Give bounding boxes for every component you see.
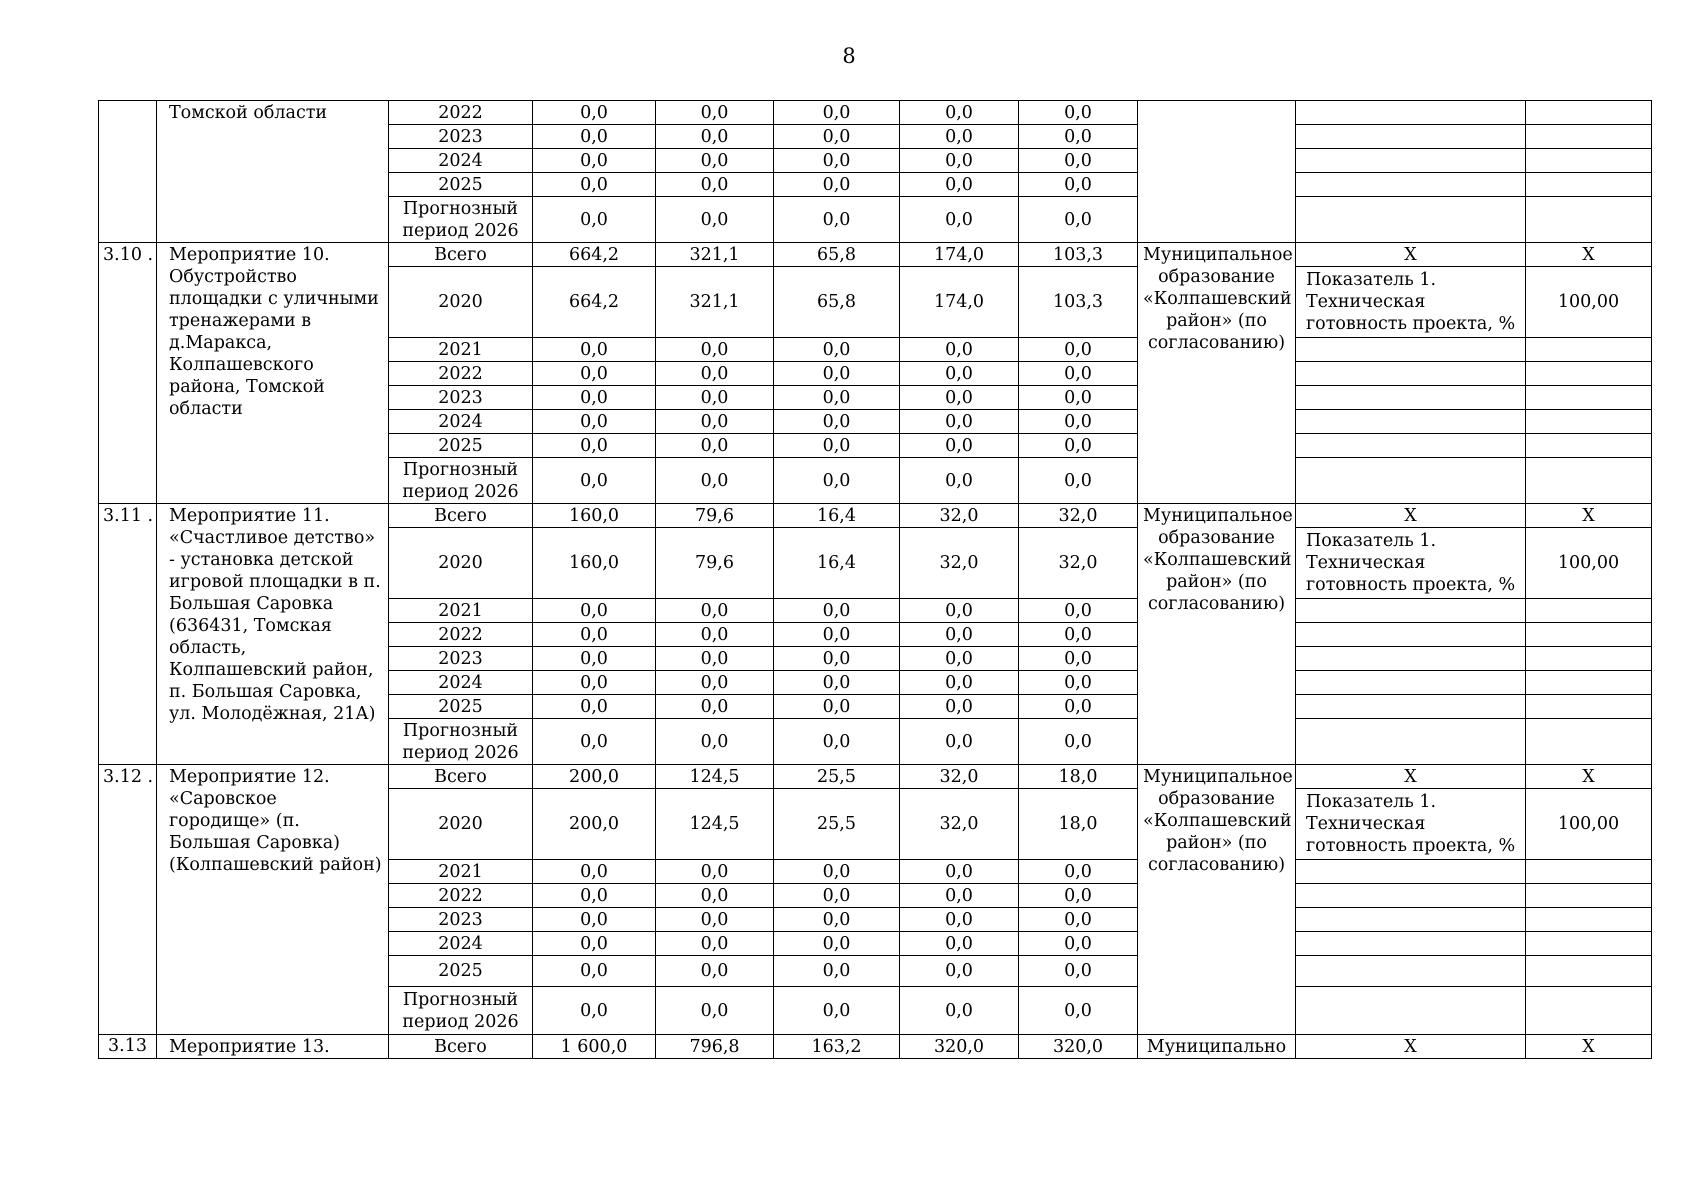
year-cell: Всего: [389, 1035, 533, 1059]
value-cell: 0,0: [774, 599, 900, 623]
value-cell: 0,0: [656, 386, 774, 410]
value-cell: 0,0: [533, 956, 656, 987]
indicator-cell: [1296, 987, 1526, 1035]
value-cell: 0,0: [1019, 908, 1138, 932]
indicator-value-cell: [1526, 908, 1652, 932]
value-cell: 32,0: [900, 528, 1019, 599]
value-cell: 0,0: [900, 884, 1019, 908]
indicator-cell: [1296, 695, 1526, 719]
value-cell: 0,0: [1019, 173, 1138, 197]
value-cell: 32,0: [900, 504, 1019, 528]
indicator-value-cell: [1526, 149, 1652, 173]
year-cell: 2020: [389, 789, 533, 860]
value-cell: 160,0: [533, 504, 656, 528]
value-cell: 0,0: [1019, 884, 1138, 908]
indicator-cell: [1296, 125, 1526, 149]
row-number: 3.11 .: [99, 504, 157, 765]
indicator-value-cell: [1526, 599, 1652, 623]
value-cell: 0,0: [656, 338, 774, 362]
value-cell: 320,0: [900, 1035, 1019, 1059]
table-row: [99, 765, 1652, 789]
value-cell: 0,0: [900, 338, 1019, 362]
year-cell: 2023: [389, 386, 533, 410]
value-cell: 0,0: [533, 386, 656, 410]
indicator-cell: [1296, 410, 1526, 434]
executor-cell: Муниципальное образование «Колпашевский район» (по согласованию): [1138, 243, 1296, 504]
value-cell: 0,0: [656, 908, 774, 932]
value-cell: 664,2: [533, 267, 656, 338]
value-cell: 1 600,0: [533, 1035, 656, 1059]
value-cell: 18,0: [1019, 789, 1138, 860]
value-cell: 0,0: [774, 149, 900, 173]
value-cell: 0,0: [533, 362, 656, 386]
indicator-value-cell: 100,00: [1526, 267, 1652, 338]
value-cell: 0,0: [774, 338, 900, 362]
indicator-value-cell: [1526, 695, 1652, 719]
year-cell: 2023: [389, 647, 533, 671]
value-cell: 0,0: [533, 458, 656, 504]
value-cell: 0,0: [1019, 149, 1138, 173]
year-cell: Прогнозный период 2026: [389, 458, 533, 504]
indicator-cell: [1296, 362, 1526, 386]
value-cell: 0,0: [656, 956, 774, 987]
indicator-value-cell: [1526, 987, 1652, 1035]
row-number: 3.13: [99, 1035, 157, 1059]
value-cell: 0,0: [656, 671, 774, 695]
value-cell: 0,0: [533, 623, 656, 647]
indicator-value-cell: X: [1526, 1035, 1652, 1059]
value-cell: 0,0: [656, 173, 774, 197]
indicator-value-cell: [1526, 101, 1652, 125]
indicator-cell: X: [1296, 504, 1526, 528]
value-cell: 0,0: [1019, 671, 1138, 695]
value-cell: 0,0: [1019, 125, 1138, 149]
year-cell: 2024: [389, 410, 533, 434]
value-cell: 0,0: [900, 647, 1019, 671]
indicator-cell: [1296, 101, 1526, 125]
value-cell: 0,0: [774, 197, 900, 243]
indicator-cell: [1296, 647, 1526, 671]
value-cell: 124,5: [656, 765, 774, 789]
indicator-value-cell: [1526, 647, 1652, 671]
executor-cell: Муниципальное образование «Колпашевский район» (по согласованию): [1138, 765, 1296, 1035]
value-cell: 16,4: [774, 504, 900, 528]
year-cell: Прогнозный период 2026: [389, 987, 533, 1035]
indicator-value-cell: [1526, 197, 1652, 243]
indicator-cell: [1296, 932, 1526, 956]
year-cell: 2025: [389, 173, 533, 197]
value-cell: 796,8: [656, 1035, 774, 1059]
value-cell: 0,0: [533, 599, 656, 623]
value-cell: 160,0: [533, 528, 656, 599]
indicator-value-cell: 100,00: [1526, 789, 1652, 860]
value-cell: 0,0: [900, 386, 1019, 410]
value-cell: 0,0: [900, 458, 1019, 504]
year-cell: Прогнозный период 2026: [389, 197, 533, 243]
value-cell: 0,0: [774, 410, 900, 434]
activity-name: Мероприятие 13.: [157, 1035, 389, 1059]
value-cell: 0,0: [1019, 599, 1138, 623]
indicator-value-cell: X: [1526, 504, 1652, 528]
indicator-value-cell: [1526, 338, 1652, 362]
table-row: [99, 504, 1652, 528]
year-cell: 2022: [389, 101, 533, 125]
row-number: 3.10 .: [99, 243, 157, 504]
year-cell: Всего: [389, 243, 533, 267]
indicator-cell: [1296, 149, 1526, 173]
value-cell: 320,0: [1019, 1035, 1138, 1059]
indicator-cell: [1296, 884, 1526, 908]
value-cell: 0,0: [900, 599, 1019, 623]
table-row: [99, 101, 1652, 125]
value-cell: 0,0: [1019, 458, 1138, 504]
value-cell: 25,5: [774, 765, 900, 789]
value-cell: 0,0: [900, 623, 1019, 647]
value-cell: 0,0: [533, 125, 656, 149]
value-cell: 0,0: [774, 860, 900, 884]
value-cell: 0,0: [1019, 987, 1138, 1035]
indicator-value-cell: [1526, 386, 1652, 410]
value-cell: 32,0: [1019, 504, 1138, 528]
value-cell: 0,0: [1019, 932, 1138, 956]
value-cell: 0,0: [656, 101, 774, 125]
value-cell: 0,0: [1019, 434, 1138, 458]
indicator-value-cell: [1526, 362, 1652, 386]
indicator-cell: X: [1296, 1035, 1526, 1059]
indicator-cell: Показатель 1. Техническая готовность проекта, %: [1296, 789, 1526, 860]
value-cell: 0,0: [1019, 410, 1138, 434]
indicator-value-cell: X: [1526, 765, 1652, 789]
value-cell: 0,0: [900, 987, 1019, 1035]
value-cell: 0,0: [533, 987, 656, 1035]
table-row: [99, 1035, 1652, 1059]
indicator-value-cell: [1526, 671, 1652, 695]
value-cell: 0,0: [900, 434, 1019, 458]
value-cell: 0,0: [900, 695, 1019, 719]
value-cell: 0,0: [900, 908, 1019, 932]
value-cell: 0,0: [900, 932, 1019, 956]
value-cell: 0,0: [774, 695, 900, 719]
value-cell: 0,0: [774, 884, 900, 908]
year-cell: 2025: [389, 695, 533, 719]
value-cell: 0,0: [533, 860, 656, 884]
value-cell: 124,5: [656, 789, 774, 860]
value-cell: 0,0: [1019, 386, 1138, 410]
year-cell: 2022: [389, 884, 533, 908]
value-cell: 0,0: [533, 410, 656, 434]
value-cell: 0,0: [774, 125, 900, 149]
value-cell: 0,0: [656, 932, 774, 956]
value-cell: 0,0: [533, 101, 656, 125]
value-cell: 0,0: [774, 434, 900, 458]
year-cell: 2020: [389, 528, 533, 599]
activity-name: Мероприятие 12. «Саровское городище» (п. Большая Саровка) (Колпашевский район): [157, 765, 389, 1035]
value-cell: 0,0: [774, 386, 900, 410]
indicator-cell: [1296, 623, 1526, 647]
executor-cell: Муниципальное образование «Колпашевский район» (по согласованию): [1138, 504, 1296, 765]
value-cell: 103,3: [1019, 267, 1138, 338]
indicator-value-cell: [1526, 125, 1652, 149]
value-cell: 0,0: [900, 173, 1019, 197]
executor-cell: [1138, 101, 1296, 243]
value-cell: 0,0: [774, 101, 900, 125]
value-cell: 0,0: [774, 623, 900, 647]
year-cell: 2025: [389, 434, 533, 458]
value-cell: 0,0: [900, 362, 1019, 386]
indicator-value-cell: [1526, 410, 1652, 434]
indicator-cell: [1296, 671, 1526, 695]
page-number: 8: [842, 44, 856, 68]
indicator-value-cell: [1526, 434, 1652, 458]
value-cell: 0,0: [900, 125, 1019, 149]
value-cell: 0,0: [656, 410, 774, 434]
indicator-value-cell: [1526, 884, 1652, 908]
value-cell: 0,0: [656, 987, 774, 1035]
value-cell: 32,0: [1019, 528, 1138, 599]
value-cell: 0,0: [1019, 860, 1138, 884]
value-cell: 0,0: [1019, 956, 1138, 987]
value-cell: 0,0: [533, 647, 656, 671]
indicator-cell: Показатель 1. Техническая готовность проекта, %: [1296, 528, 1526, 599]
value-cell: 0,0: [900, 101, 1019, 125]
value-cell: 0,0: [533, 719, 656, 765]
activity-name: Томской области: [157, 101, 389, 243]
activity-name: Мероприятие 10. Обустройство площадки с уличными тренажерами в д.Маракса, Колпашевского района, Томской области: [157, 243, 389, 504]
value-cell: 321,1: [656, 267, 774, 338]
value-cell: 0,0: [774, 956, 900, 987]
indicator-cell: [1296, 197, 1526, 243]
executor-cell: Муниципально: [1138, 1035, 1296, 1059]
value-cell: 79,6: [656, 528, 774, 599]
year-cell: Всего: [389, 504, 533, 528]
indicator-value-cell: 100,00: [1526, 528, 1652, 599]
value-cell: 321,1: [656, 243, 774, 267]
value-cell: 0,0: [1019, 338, 1138, 362]
value-cell: 0,0: [900, 671, 1019, 695]
value-cell: 0,0: [656, 125, 774, 149]
value-cell: 0,0: [1019, 101, 1138, 125]
value-cell: 0,0: [533, 695, 656, 719]
indicator-cell: X: [1296, 765, 1526, 789]
value-cell: 0,0: [900, 719, 1019, 765]
value-cell: 0,0: [656, 860, 774, 884]
value-cell: 0,0: [900, 410, 1019, 434]
value-cell: 0,0: [656, 197, 774, 243]
indicator-cell: [1296, 599, 1526, 623]
year-cell: 2022: [389, 623, 533, 647]
year-cell: 2021: [389, 860, 533, 884]
value-cell: 0,0: [533, 197, 656, 243]
value-cell: 0,0: [656, 719, 774, 765]
year-cell: 2021: [389, 599, 533, 623]
indicator-cell: [1296, 908, 1526, 932]
value-cell: 79,6: [656, 504, 774, 528]
indicator-value-cell: [1526, 623, 1652, 647]
indicator-cell: X: [1296, 243, 1526, 267]
indicator-value-cell: [1526, 932, 1652, 956]
indicator-cell: [1296, 386, 1526, 410]
year-cell: 2020: [389, 267, 533, 338]
value-cell: 65,8: [774, 243, 900, 267]
value-cell: 0,0: [1019, 362, 1138, 386]
year-cell: 2025: [389, 956, 533, 987]
indicator-cell: [1296, 434, 1526, 458]
value-cell: 0,0: [533, 671, 656, 695]
value-cell: 0,0: [533, 173, 656, 197]
value-cell: 0,0: [656, 149, 774, 173]
value-cell: 32,0: [900, 765, 1019, 789]
value-cell: 0,0: [774, 908, 900, 932]
value-cell: 163,2: [774, 1035, 900, 1059]
value-cell: 0,0: [533, 908, 656, 932]
value-cell: 0,0: [533, 932, 656, 956]
indicator-value-cell: [1526, 173, 1652, 197]
value-cell: 0,0: [900, 860, 1019, 884]
value-cell: 65,8: [774, 267, 900, 338]
year-cell: 2021: [389, 338, 533, 362]
year-cell: 2024: [389, 149, 533, 173]
indicator-value-cell: X: [1526, 243, 1652, 267]
indicator-cell: [1296, 338, 1526, 362]
row-number: 3.12 .: [99, 765, 157, 1035]
value-cell: 32,0: [900, 789, 1019, 860]
row-number: [99, 101, 157, 243]
indicator-cell: [1296, 860, 1526, 884]
value-cell: 25,5: [774, 789, 900, 860]
year-cell: 2024: [389, 671, 533, 695]
value-cell: 200,0: [533, 789, 656, 860]
indicator-value-cell: [1526, 458, 1652, 504]
value-cell: 0,0: [533, 884, 656, 908]
value-cell: 0,0: [900, 197, 1019, 243]
value-cell: 0,0: [774, 173, 900, 197]
value-cell: 174,0: [900, 267, 1019, 338]
indicator-value-cell: [1526, 719, 1652, 765]
budget-table: [98, 100, 1652, 1059]
indicator-cell: [1296, 173, 1526, 197]
value-cell: 0,0: [774, 458, 900, 504]
value-cell: 0,0: [774, 932, 900, 956]
value-cell: 0,0: [656, 884, 774, 908]
indicator-cell: Показатель 1. Техническая готовность проекта, %: [1296, 267, 1526, 338]
value-cell: 0,0: [656, 623, 774, 647]
value-cell: 0,0: [774, 647, 900, 671]
value-cell: 0,0: [1019, 647, 1138, 671]
value-cell: 0,0: [900, 149, 1019, 173]
value-cell: 16,4: [774, 528, 900, 599]
value-cell: 200,0: [533, 765, 656, 789]
indicator-value-cell: [1526, 956, 1652, 987]
table-row: [99, 243, 1652, 267]
value-cell: 174,0: [900, 243, 1019, 267]
value-cell: 0,0: [656, 362, 774, 386]
value-cell: 0,0: [774, 362, 900, 386]
indicator-cell: [1296, 956, 1526, 987]
value-cell: 0,0: [656, 695, 774, 719]
value-cell: 0,0: [656, 458, 774, 504]
activity-name: Мероприятие 11. «Счастливое детство» - установка детской игровой площадки в п. Большая Саровка (636431, Томская область, Колпашевский район, п. Большая Саровка, ул. Молодёжная, 21А): [157, 504, 389, 765]
value-cell: 0,0: [656, 599, 774, 623]
value-cell: 0,0: [774, 719, 900, 765]
value-cell: 0,0: [1019, 197, 1138, 243]
year-cell: Прогнозный период 2026: [389, 719, 533, 765]
year-cell: 2023: [389, 908, 533, 932]
value-cell: 0,0: [1019, 623, 1138, 647]
value-cell: 664,2: [533, 243, 656, 267]
value-cell: 0,0: [1019, 695, 1138, 719]
value-cell: 0,0: [774, 671, 900, 695]
value-cell: 0,0: [900, 956, 1019, 987]
indicator-cell: [1296, 719, 1526, 765]
year-cell: 2022: [389, 362, 533, 386]
year-cell: 2024: [389, 932, 533, 956]
value-cell: 0,0: [774, 987, 900, 1035]
value-cell: 0,0: [533, 434, 656, 458]
indicator-value-cell: [1526, 860, 1652, 884]
value-cell: 0,0: [533, 149, 656, 173]
value-cell: 0,0: [1019, 719, 1138, 765]
value-cell: 0,0: [533, 338, 656, 362]
indicator-cell: [1296, 458, 1526, 504]
year-cell: 2023: [389, 125, 533, 149]
value-cell: 0,0: [656, 647, 774, 671]
year-cell: Всего: [389, 765, 533, 789]
value-cell: 18,0: [1019, 765, 1138, 789]
value-cell: 103,3: [1019, 243, 1138, 267]
value-cell: 0,0: [656, 434, 774, 458]
